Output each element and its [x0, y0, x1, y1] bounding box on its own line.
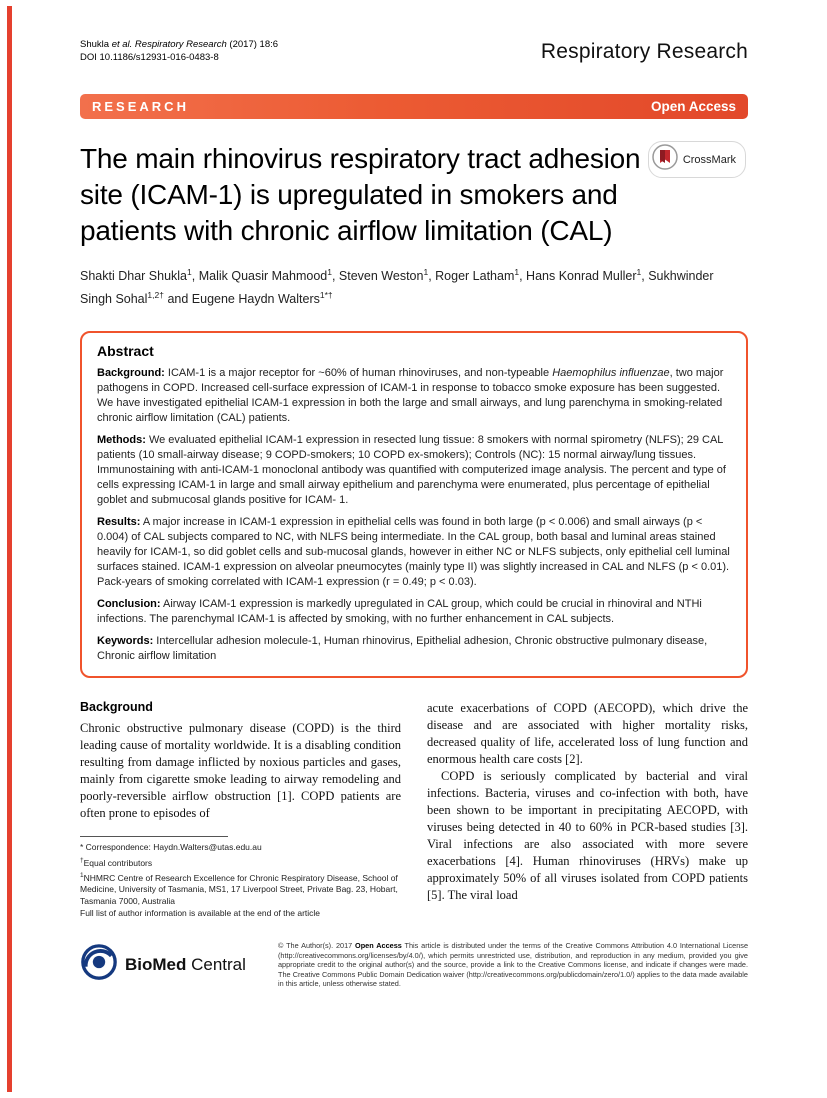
author-superscript: 1: [187, 267, 192, 277]
author-superscript: 1: [514, 267, 520, 277]
abstract-background: [97, 366, 731, 426]
abstract-background-text: ICAM-1 is a major receptor for ~60% of human rhinoviruses, and non-typeable: [164, 367, 553, 380]
affiliation-text: NHMRC Centre of Research Excellence for Chronic Respiratory Disease, School of Medicine, University of Tasmania, MS1, 17 Liverpool Street, Private Bag. 23, Hobart, Tasmania 7000, Australia: [80, 872, 398, 906]
left-column: [80, 700, 401, 921]
affiliation-line: [80, 870, 401, 907]
crossmark-label: CrossMark: [682, 153, 736, 166]
citation-issue: (2017) 18:6: [226, 39, 279, 50]
copyright-pre: © The Author(s). 2017: [278, 940, 356, 950]
abstract-keywords: [97, 634, 731, 664]
author-name: Roger Latham: [435, 269, 515, 284]
abstract-results-label: Results:: [97, 516, 141, 529]
article-type-banner: [80, 94, 748, 119]
author-name: Steven Weston: [338, 269, 424, 284]
author-superscript: 1: [423, 267, 429, 277]
abstract-heading: Abstract: [97, 343, 154, 360]
author-superscript: 1: [327, 267, 332, 277]
author-name: Hans Konrad Muller: [526, 269, 637, 284]
abstract-conclusion-label: Conclusion:: [97, 598, 161, 611]
research-label: RESEARCH: [92, 99, 189, 114]
doi-line: DOI 10.1186/s12931-016-0483-8: [80, 52, 219, 63]
abstract-methods-label: Methods:: [97, 434, 146, 447]
crossmark-badge[interactable]: [648, 141, 746, 178]
abstract-results-text: A major increase in ICAM-1 expression in epithelial cells was found in both large (p < 0.006) and small airways (p < 0.004) of CAL subjects compared to NC, with NLFS being intermediate. In the CAL group, both basal and luminal areas stained heavily for ICAM-1, so did goblet cells and sub-mucosal glands, however in either NC or NLFS subjects, only epithelial cell luminal surfaces stained. ICAM-1 expression on alveolar pneumocytes (mainly type II) was slightly increased in CAL and NLFS (p < 0.01). Pack-years of smoking correlated with ICAM-1 expression (r = 0.49; p < 0.03).: [97, 516, 730, 589]
author-superscript: 1: [636, 267, 642, 277]
equal-sup: †: [80, 856, 84, 864]
footnote-divider: [80, 836, 228, 837]
correspondence-line: [80, 842, 401, 854]
author-superscript: 1*†: [319, 290, 333, 301]
author-name: Eugene Haydn Walters: [191, 292, 320, 307]
abstract-background-italic: Haemophilus influenzae: [552, 367, 670, 380]
author-name: Shakti Dhar Shukla: [80, 269, 188, 284]
author-separator: ,: [641, 269, 649, 284]
crossmark-icon: [652, 144, 678, 175]
logo-regular-text: Central: [186, 954, 246, 974]
abstract-background-label: Background:: [97, 367, 165, 380]
author-separator: ,: [331, 269, 339, 284]
biomed-central-wordmark: [125, 955, 246, 975]
section-heading-background: Background: [80, 700, 153, 715]
copyright-open-access: Open Access: [355, 940, 402, 950]
abstract-conclusion: [97, 597, 731, 627]
left-red-strip: [7, 6, 12, 1092]
biomed-central-globe-icon: [80, 943, 118, 986]
journal-title: Respiratory Research: [540, 40, 748, 63]
body-columns: [80, 700, 748, 921]
author-list: [80, 263, 720, 309]
page-header: [80, 38, 748, 64]
author-superscript: 1,2†: [147, 290, 164, 301]
footnotes-block: [80, 836, 401, 920]
biomed-central-logo[interactable]: [80, 943, 260, 986]
author-separator: ,: [191, 269, 199, 284]
body-paragraph: COPD is seriously complicated by bacterial and viral infections. Bacteria, viruses and co-infection with both, have been shown to be important in precipitating AECOPD, with viruses being detected in 40 to 60% in PCR-based studies [3]. Viral infections are also associated with more severe exacerbations [4]. Human rhinoviruses (HRVs) make up approximately 50% of all viruses isolated from COPD patients [5]. The viral load: [427, 769, 748, 903]
abstract-results: [97, 515, 731, 590]
open-access-label: Open Access: [650, 99, 736, 114]
logo-bold-text: BioMed: [125, 954, 187, 974]
copyright-notice: [278, 941, 748, 989]
author-separator: ,: [428, 269, 436, 284]
full-list-line: Full list of author information is available at the end of the article: [80, 908, 321, 919]
author-separator: and: [163, 292, 192, 307]
title-row: [80, 141, 748, 249]
equal-contributors-line: [80, 855, 401, 869]
abstract-keywords-text: Intercellular adhesion molecule-1, Human rhinovirus, Epithelial adhesion, Chronic obstructive pulmonary disease, Chronic airflow limitation: [97, 635, 708, 663]
abstract-box: [80, 331, 748, 678]
citation-line: [80, 38, 278, 51]
body-paragraph: acute exacerbations of COPD (AECOPD), which drive the disease and are associated with higher mortality risks, decreased quality of life, accelerated loss of lung function and enormous health care costs [2].: [427, 701, 748, 767]
abstract-keywords-label: Keywords:: [97, 635, 154, 648]
article-title: The main rhinovirus respiratory tract adhesion site (ICAM-1) is upregulated in smokers and patients with chronic airflow limitation (CAL): [80, 143, 641, 246]
citation-journal: et al. Respiratory Research: [111, 39, 227, 50]
citation-author: Shukla: [80, 39, 112, 50]
copyright-text: This article is distributed under the terms of the Creative Commons Attribution 4.0 International License (http://creativecommons.org/licenses/by/4.0/), which permits unrestricted use, distribution, and reproduction in any medium, provided you give appropriate credit to the original author(s) and the source, provide a link to the Creative Commons license, and indicate if changes were made. The Creative Commons Public Domain Dedication waiver (http://creativecommons.org/publicdomain/zero/1.0/) applies to the data made available in this article, unless otherwise stated.: [278, 940, 748, 989]
right-column: [427, 700, 748, 921]
abstract-methods-text: We evaluated epithelial ICAM-1 expression in resected lung tissue: 8 smokers with normal spirometry (NLFS); 29 CAL patients (10 small-airway disease; 9 COPD-smokers; 10 COPD ex-smokers); Controls (NC): 15 normal airway/lung tissues. Immunostaining with anti-ICAM-1 monoclonal antibody was quantified with computerized image analysis. The percent and type of cells expressing ICAM-1 in large and small airway epithelium and parenchyma were enumerated, plus percentage of epithelial goblet and submucosal glands positive for ICAM- 1.: [97, 434, 726, 507]
citation-block: [80, 38, 278, 64]
correspondence-label: * Correspondence:: [80, 842, 154, 853]
body-paragraph: Chronic obstructive pulmonary disease (COPD) is the third leading cause of mortality worldwide. It is a disabling condition resulting from damage inflicted by noxious particles and gases, mainly from cigarette smoke leading to airway remodeling and poorly-reversible airflow obstruction [1]. COPD patients are often prone to episodes of: [80, 721, 401, 821]
abstract-conclusion-text: Airway ICAM-1 expression is markedly upregulated in CAL group, which could be crucial in rhinoviral and NTHi infections. The parenchymal ICAM-1 is affected by smoking, with no further enhancement in CAL subjects.: [97, 598, 702, 626]
author-separator: ,: [519, 269, 527, 284]
page-footer: [80, 941, 748, 989]
abstract-background-text-cont: , two major pathogens in COPD. Increased cell-surface expression of ICAM-1 in response to tobacco smoke exposure has been suggested. We have investigated epithelial ICAM-1 expression in both the large and small airways, and lung parenchyma in smoking-related chronic airflow limitation (CAL) patients.: [97, 367, 724, 425]
author-name: Malik Quasir Mahmood: [198, 269, 328, 284]
correspondence-email-link[interactable]: Haydn.Walters@utas.edu.au: [153, 842, 262, 853]
equal-text: Equal contributors: [83, 857, 153, 868]
author-name: Sukhwinder Singh Sohal: [80, 269, 714, 307]
affiliation-sup: 1: [80, 872, 84, 880]
abstract-methods: [97, 433, 731, 508]
